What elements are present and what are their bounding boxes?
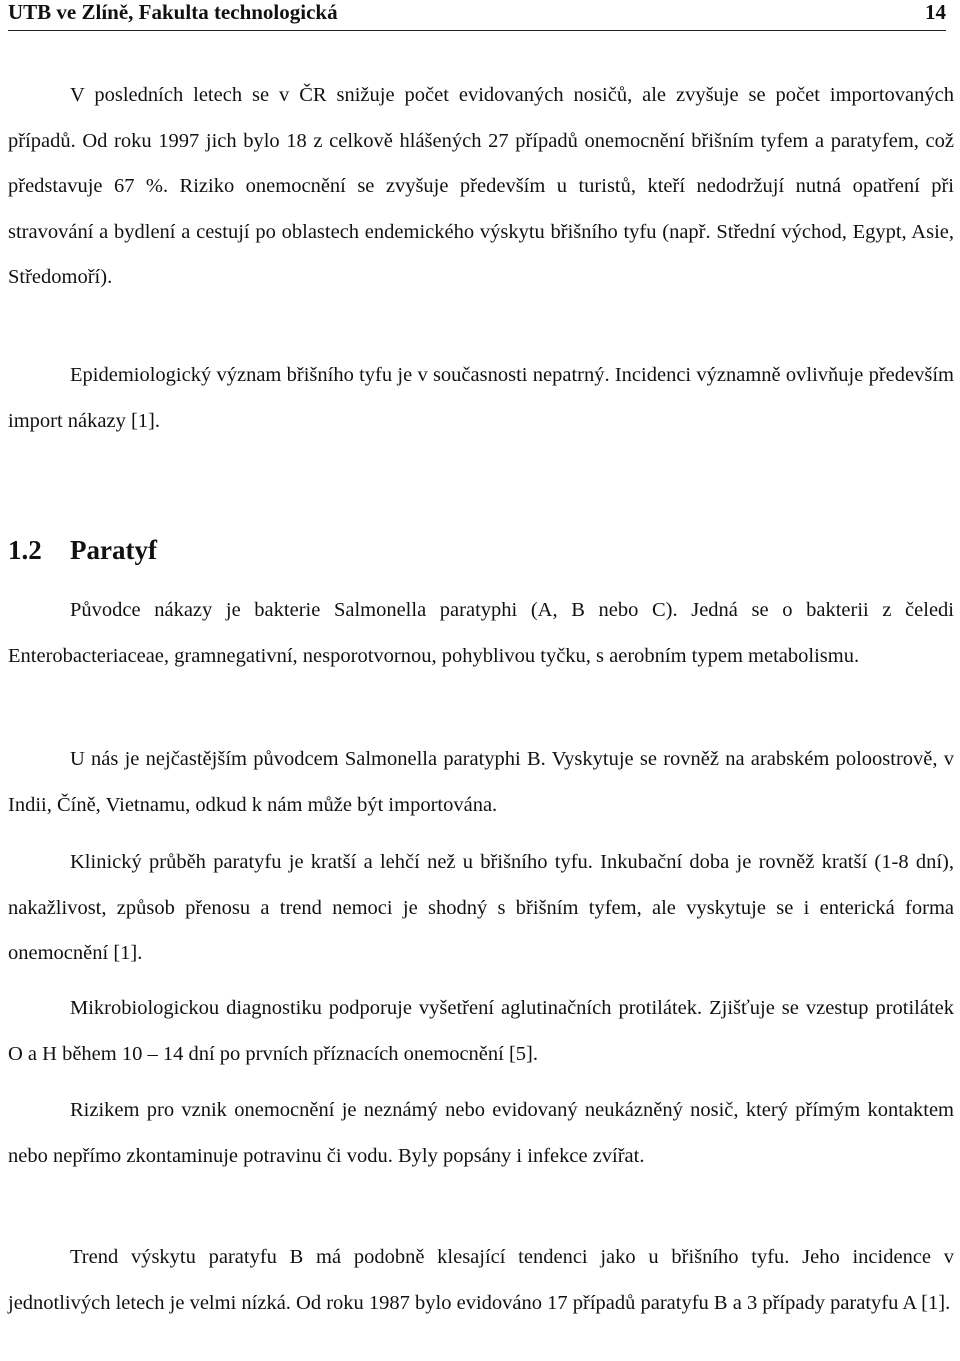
paragraph-trend: Trend výskytu paratyfu B má podobně klesající tendenci jako u břišního tyfu. Jeho incidence v jednotlivých letech je velmi nízká. Od roku 1987 bylo evidováno 17 případů paratyfu B a 3 případy paratyfu A [1]. — [8, 1246, 954, 1314]
page-header — [8, 0, 946, 31]
paragraph-epidemiological-significance: Epidemiologický význam břišního tyfu je v současnosti nepatrný. Incidenci významně ovlivňuje především import nákazy [1]. — [8, 364, 954, 432]
paragraph-diagnostics: Mikrobiologickou diagnostiku podporuje vyšetření aglutinačních protilátek. Zjišťuje se vzestup protilátek O a H během 10 – 14 dní po prvních příznacích onemocnění [5]. — [8, 997, 954, 1065]
paragraph-clinical-course: Klinický průběh paratyfu je kratší a lehčí než u břišního tyfu. Inkubační doba je rovněž kratší (1-8 dní), nakažlivost, způsob přenosu a trend nemoci je shodný s břišním tyfem, ale vyskytuje se i enterická forma onemocnění [1]. — [8, 851, 954, 964]
section-heading — [8, 530, 157, 570]
header-title: UTB ve Zlíně, Fakultа technologická — [8, 0, 338, 24]
paragraph-imported-cases: V posledních letech se v ČR snižuje počet evidovaných nosičů, ale zvyšuje se počet importovaných případů. Od roku 1997 jich bylo 18 z celkově hlášených 27 případů onemocnění břišním tyfem a paratyfem, což představuje 67 %. Riziko onemocnění se zvyšuje především u turistů, kteří nedodržují nutná opatření při stravování a bydlení a cestují po oblastech endemického výskytu břišního tyfu (např. Střední východ, Egypt, Asie, Středomoří). — [8, 84, 954, 288]
page-number: 14 — [925, 0, 946, 24]
section-title: Paratyf — [70, 535, 157, 565]
paragraph-occurrence: U nás je nejčastějším původcem Salmonella paratyphi B. Vyskytuje se rovněž na arabském poloostrově, v Indii, Číně, Vietnamu, odkud k nám může být importována. — [8, 748, 954, 816]
paragraph-risk: Rizikem pro vznik onemocnění je neznámý nebo evidovaný neukázněný nosič, který přímým kontaktem nebo nepřímo zkontaminuje potravinu či vodu. Byly popsány i infekce zvířat. — [8, 1099, 954, 1167]
paragraph-pathogen: Původce nákazy je bakterie Salmonella paratyphi (A, B nebo C). Jedná se o bakterii z čeledi Enterobacteriaceae, gramnegativní, nesporotvornou, pohyblivou tyčku, s aerobním typem metabolismu. — [8, 599, 954, 667]
section-number: 1.2 — [8, 535, 42, 565]
